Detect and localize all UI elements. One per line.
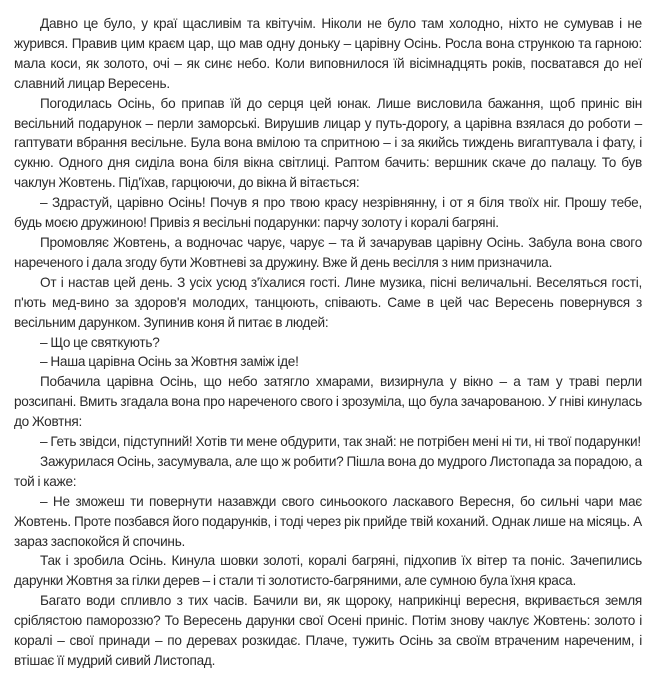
paragraph: Багато води спливло з тих часів. Бачили ви, як щороку, наприкінці вересня, вкривається земля сріблястою памороззю? То Вересень дарунки свої Осені приніс. Потім знову чаклує Жовтень: золото і коралі – свої принади – по деревах розкидає. Плаче, тужить Осінь за своїм втраченим нареченим, і втішає її мудрий сивий Листопад. bbox=[14, 593, 642, 668]
paragraph: Промовляє Жовтень, а водночас чарує, чарує – та й зачарував царівну Осінь. Забула вона свого нареченого і дала згоду бути Жовтневі за дружину. Вже й день весілля з ним призначила. bbox=[14, 234, 642, 270]
paragraph: – Не зможеш ти повернути назавжди свого синьоокого ласкавого Вересня, бо сильні чари має Жовтень. Проте позбався його подарунків, і тоді через рік прийде твій коханий. Однак лише на місяць. А зараз заспокойся й спочинь. bbox=[14, 493, 642, 549]
paragraph: Так і зробила Осінь. Кинула шовки золоті, коралі багряні, підхопив їх вітер та поніс. Зачепились дарунки Жовтня за гілки дерев – і стали ті золотисто-багряними, але сумною була їхня краса. bbox=[14, 553, 642, 589]
paragraph: – Наша царівна Осінь за Жовтня заміж іде! bbox=[40, 354, 299, 370]
paragraph: Погодилась Осінь, бо припав їй до серця цей юнак. Лише висловила бажання, щоб приніс він весільний подарунок – перли заморські. Вирушив лицар у путь-дорогу, а царівна взялася до роботи – гаптувати вбрання весільне. Була вона вмілою та спритною – і за якийсь тиждень вигаптувала і фату, і сукню. Одного дня сиділа вона біля вікна світлиці. Раптом бачить: вершник скаче до палацу. То був чаклун Жовтень. Під'їхав, гарцюючи, до вікна й вітається: bbox=[14, 95, 642, 191]
paragraph: Давно це було, у краї щасливім та квітучім. Ніколи не було там холодно, ніхто не сумував і не журився. Правив цим краєм цар, що мав одну доньку – царівну Осінь. Росла вона стрункою та гарною: мала коси, як золото, очі – як синє небо. Коли виповнилося їй вісімнадцять років, посватався до неї славний лицар Вересень. bbox=[14, 16, 642, 91]
paragraph: – Що це святкують? bbox=[40, 334, 160, 350]
paragraph: Зажурилася Осінь, засумувала, але що ж робити? Пішла вона до мудрого Листопада за порадою, а той і каже: bbox=[14, 453, 642, 489]
paragraph: Побачила царівна Осінь, що небо затягло хмарами, визирнула у вікно – а там у траві перли розсипані. Вмить згадала вона про нареченого свого і зрозуміла, що була зачарованою. У гніві кинулась до Жовтня: bbox=[14, 374, 642, 430]
paragraph: – Здрастуй, царівно Осінь! Почув я про твою красу незрівнянну, і от я біля твоїх ніг. Прошу тебе, будь моєю дружиною! Привіз я весільні подарунки: парчу золоту і коралі багряні. bbox=[14, 195, 642, 231]
paragraph: – Геть звідси, підступний! Хотів ти мене обдурити, так знай: не потрібен мені ні ти, ні твої подарунки! bbox=[40, 434, 641, 450]
paragraph: От і настав цей день. З усіх усюд з'їхалися гості. Лине музика, пісні величальні. Веселяться гості, п'ють мед-вино за здоров'я молодих, танцюють, співають. Саме в цей час Вересень повернувся з весільним дарунком. Зупинив коня й питає в людей: bbox=[14, 274, 642, 330]
